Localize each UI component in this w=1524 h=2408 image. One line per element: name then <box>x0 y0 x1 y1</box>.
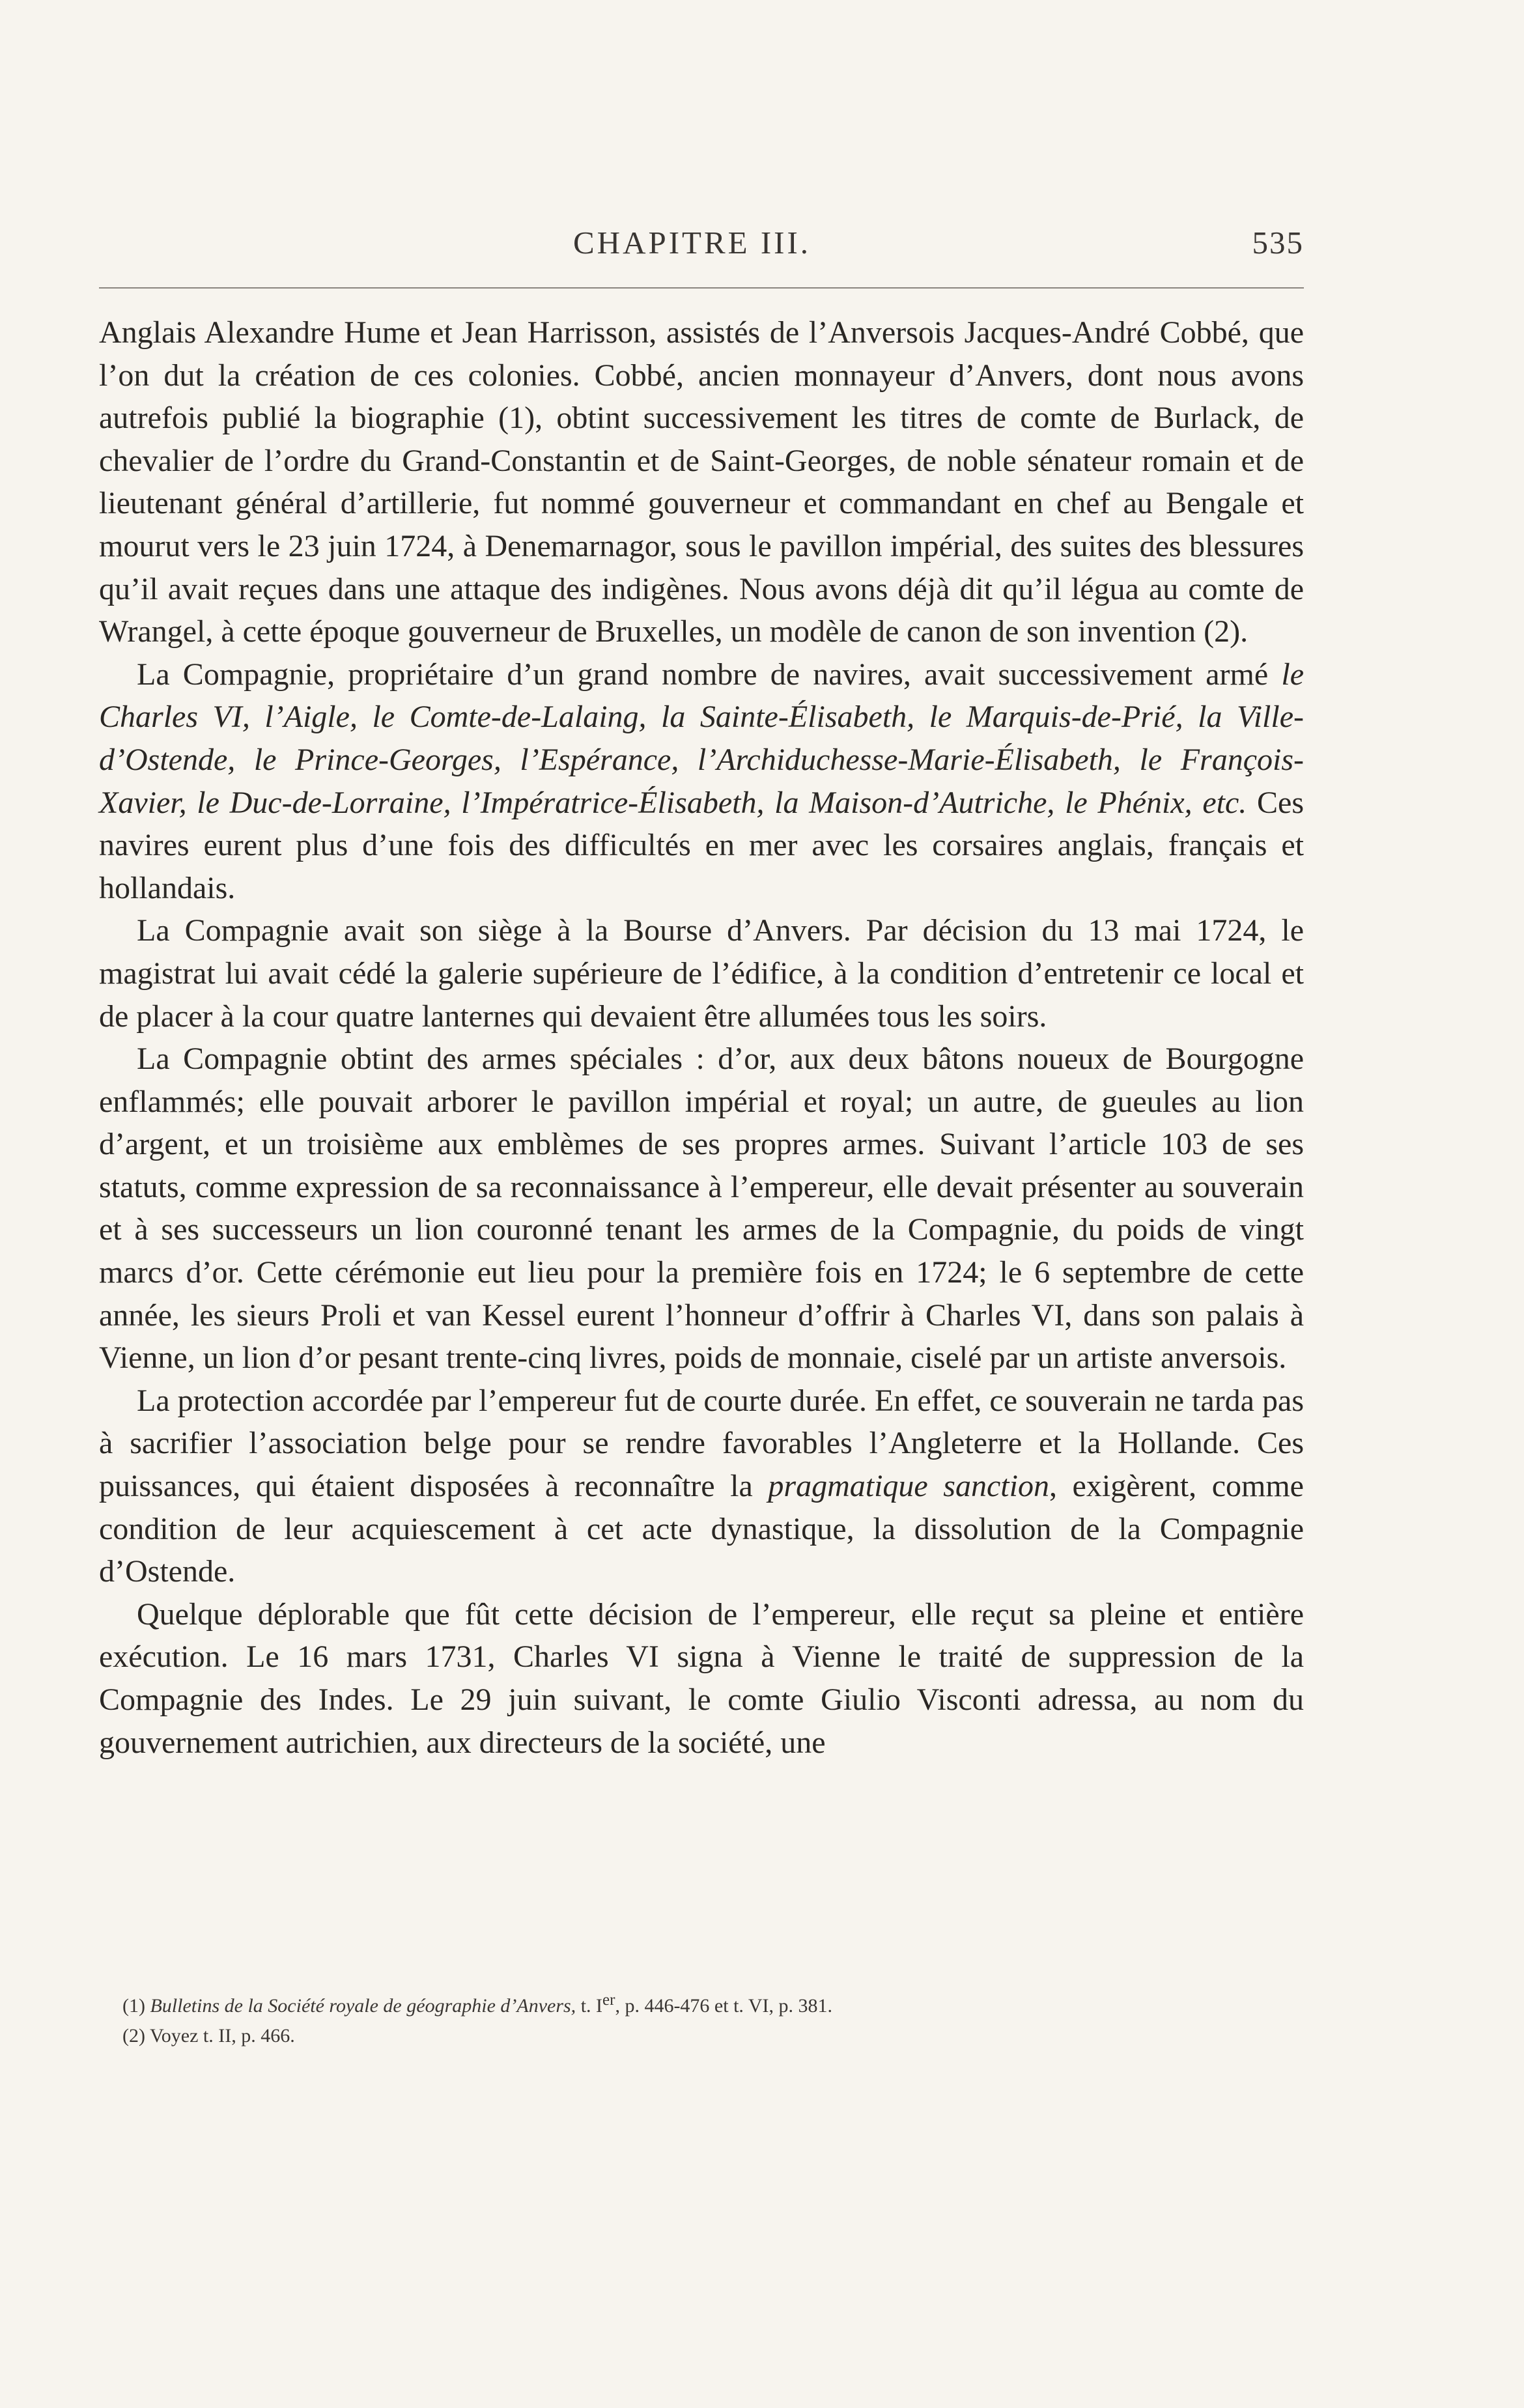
ships-intro: La Compagnie, propriétaire d’un grand nombre de navires, avait successivement armé <box>137 657 1282 692</box>
footnote-1-sup: er <box>602 1991 615 2009</box>
paragraph-1: Anglais Alexandre Hume et Jean Harrisson, assistés de l’Anversois Jacques-André Cobbé, que l’on dut la création de ces colonies. Cobbé, ancien monnayeur d’Anvers, dont nous avons autrefois publié la biographie (1), obtint successivement les titres de comte de Burlack, de chevalier de l’ordre du Grand-Constantin et de Saint-Georges, de noble sénateur romain et de lieutenant général d’artillerie, fut nommé gouverneur et commandant en chef au Bengale et mourut vers le 23 juin 1724, à Denemarnagor, sous le pavillon impérial, des suites des blessures qu’il avait reçues dans une attaque des indigènes. Nous avons déjà dit qu’il légua au comte de Wrangel, à cette époque gouverneur de Bruxelles, un modèle de canon de son invention (2). <box>99 315 1304 649</box>
footnote-1-pages: , p. 446-476 et t. VI, p. 381. <box>615 1995 833 2017</box>
protection-start: La protection accordée par l’empereur fut de courte durée. En effet, ce souverain ne tarda pas à sacrifier l’association belge pour se rendre favorables l’Angleterre et la Hollande. Ces puissances, qui étaient disposées à reconnaître la <box>99 1383 1304 1504</box>
protection-end: , exigèrent, comme condition de leur acquiescement à cet acte dynastique, la dissolution de la Compagnie d’Ostende. <box>99 1469 1304 1589</box>
footnote-2-text: Voyez t. II, p. 466. <box>149 2025 295 2047</box>
paragraph-protection <box>99 1380 1304 1593</box>
ships-list: le Charles VI, l’Aigle, le Comte-de-Lalaing, la Sainte-Élisabeth, le Marquis-de-Prié, la Ville-d’Ostende, le Prince-Georges, l’Espérance, l’Archiduchesse-Marie-Élisabeth, le François-Xavier, le Duc-de-Lorraine, l’Impératrice-Élisabeth, la Maison-d’Autriche, le Phénix, etc. <box>99 657 1304 820</box>
running-title: CHAPITRE III. <box>573 225 811 261</box>
page-number: 535 <box>1252 225 1304 261</box>
paragraph-suppression: Quelque déplorable que fût cette décision de l’empereur, elle reçut sa pleine et entière exécution. Le 16 mars 1731, Charles VI signa à Vienne le traité de suppression de la Compagnie des Indes. Le 29 juin suivant, le comte Giulio Visconti adressa, au nom du gouvernement autrichien, aux directeurs de la société, une <box>99 1596 1304 1760</box>
paragraph-armes: La Compagnie obtint des armes spéciales : d’or, aux deux bâtons noueux de Bourgogne enflammés; elle pouvait arborer le pavillon impérial et royal; un autre, de gueules au lion d’argent, et un troisième aux emblèmes de ses propres armes. Suivant l’article 103 de ses statuts, comme expression de sa reconnaissance à l’empereur, elle devait présenter au souverain et à ses successeurs un lion couronné tenant les armes de la Compagnie, du poids de vingt marcs d’or. Cette cérémonie eut lieu pour la première fois en 1724; le 6 septembre de cette année, les sieurs Proli et van Kessel eurent l’honneur d’offrir à Charles VI, dans son palais à Vienne, un lion d’or pesant trente-cinq livres, poids de monnaie, ciselé par un artiste anversois. <box>99 1041 1304 1376</box>
footnote-1-source: Bulletins de la Société royale de géographie d’Anvers, <box>150 1995 576 2017</box>
footnote-1 <box>122 1985 1295 2021</box>
footnote-2 <box>122 2021 1295 2051</box>
header-rule <box>99 287 1304 289</box>
page-header <box>99 224 1304 274</box>
ships-conclusion: Ces navires eurent plus d’une fois des difficultés en mer avec les corsaires anglais, français et hollandais. <box>99 785 1304 905</box>
footnote-1-mark: (1) <box>122 1995 145 2017</box>
paragraph-bourse: La Compagnie avait son siège à la Bourse d’Anvers. Par décision du 13 mai 1724, le magistrat lui avait cédé la galerie supérieure de l’édifice, à la condition d’entretenir ce local et de placer à la cour quatre lanternes qui devaient être allumées tous les soirs. <box>99 913 1304 1034</box>
footnote-1-ref: t. I <box>576 1995 603 2017</box>
paragraph-ships <box>99 653 1304 910</box>
pragmatic-sanction: pragmatique sanction <box>768 1469 1049 1504</box>
body-text <box>99 311 1304 1764</box>
footnotes <box>122 1985 1295 2051</box>
footnote-2-mark: (2) <box>122 2025 145 2047</box>
